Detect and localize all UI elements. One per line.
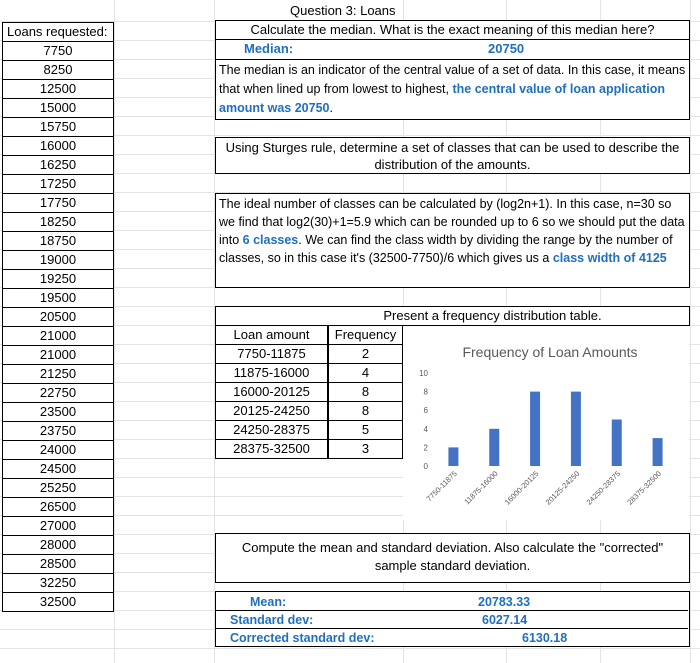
- grid-col-line: [690, 0, 691, 663]
- freq-range-cell: 11875-16000: [215, 364, 328, 383]
- loan-cell: 26500: [2, 498, 114, 517]
- stats-prompt-box: [215, 533, 690, 583]
- loan-cell: 21000: [2, 346, 114, 365]
- freq-count-cell: 8: [328, 383, 403, 402]
- sturges-answer-box: [215, 193, 690, 288]
- loan-cell: 8250: [2, 61, 114, 80]
- sturges-classes-highlight: 6 classes: [242, 233, 299, 247]
- frequency-prompt: Present a frequency distribution table.: [383, 308, 602, 323]
- loan-cell: 7750: [2, 42, 114, 61]
- freq-count-cell: 4: [328, 364, 403, 383]
- sturges-answer-text: The ideal number of classes can be calculated by (log2n+1). In this case, n=30 so we find that log2(30)+1=5.9 which can be rounded up to 6 so we should put the data into: [219, 197, 685, 247]
- freq-header-frequency: Frequency: [328, 326, 403, 345]
- freq-range-cell: 24250-28375: [215, 421, 328, 440]
- loan-cell: 12500: [2, 80, 114, 99]
- x-tick-label: 20125-24250: [543, 469, 582, 507]
- sd-label: Standard dev:: [230, 613, 314, 627]
- loan-cell: 19000: [2, 251, 114, 270]
- bar: [612, 420, 622, 467]
- sturges-prompt-box: [215, 137, 690, 174]
- x-tick-label: 16000-20125: [502, 469, 541, 507]
- loan-cell: 19250: [2, 270, 114, 289]
- bar: [448, 447, 458, 466]
- x-tick-label: 24250-28375: [584, 469, 623, 507]
- loans-header: Loans requested:: [2, 22, 114, 42]
- bar: [530, 392, 540, 466]
- loan-cell: 22750: [2, 384, 114, 403]
- y-tick-label: 2: [423, 443, 428, 453]
- y-tick-label: 10: [419, 369, 428, 378]
- freq-range-cell: 16000-20125: [215, 383, 328, 402]
- loan-cell: 19500: [2, 289, 114, 308]
- bar: [571, 392, 581, 466]
- corrected-sd-label: Corrected standard dev:: [230, 631, 375, 645]
- loan-cell: 24500: [2, 460, 114, 479]
- loan-cell: 24000: [2, 441, 114, 460]
- loan-cell: 23750: [2, 422, 114, 441]
- mean-value: 20783.33: [478, 595, 531, 609]
- freq-count-cell: 5: [328, 421, 403, 440]
- freq-count-cell: 2: [328, 345, 403, 364]
- loan-cell: 18750: [2, 232, 114, 251]
- median-row: [216, 40, 689, 60]
- grid-col-line: [114, 0, 115, 663]
- mean-row: [216, 592, 688, 611]
- median-question-box: [215, 20, 690, 120]
- x-tick-label: 7750-11875: [424, 469, 459, 504]
- median-explanation: [216, 60, 689, 119]
- loan-cell: 32500: [2, 593, 114, 612]
- freq-header-amount: Loan amount: [215, 326, 328, 345]
- freq-count-cell: 3: [328, 440, 403, 459]
- loan-cell: 28000: [2, 536, 114, 555]
- y-tick-label: 8: [423, 387, 428, 397]
- loan-cell: 25250: [2, 479, 114, 498]
- loan-cell: 23500: [2, 403, 114, 422]
- x-tick-label: 11875-16000: [462, 469, 500, 507]
- x-tick-label: 28375-32500: [625, 469, 663, 507]
- loan-cell: 16250: [2, 156, 114, 175]
- explanation-text: The median is an indicator of the central value of a set of data. In this case, it means that when lined up from lowest to highest,: [219, 63, 686, 96]
- median-value: 20750: [488, 41, 525, 56]
- median-label: Median:: [244, 41, 294, 56]
- sturges-prompt: Using Sturges rule, determine a set of classes that can be used to describe the distribution of the amounts.: [225, 140, 680, 172]
- y-tick-label: 0: [423, 462, 428, 471]
- loan-cell: 21000: [2, 327, 114, 346]
- frequency-prompt-box: [215, 306, 690, 326]
- loan-cell: 20500: [2, 308, 114, 327]
- freq-range-cell: 20125-24250: [215, 402, 328, 421]
- loan-cell: 16000: [2, 137, 114, 156]
- frequency-chart-svg: [403, 326, 689, 520]
- loans-column: [2, 22, 114, 608]
- explanation-highlight: the central value of loan application amount was 20750: [219, 82, 666, 115]
- stats-prompt: Compute the mean and standard deviation. Also calculate the "corrected" sample standard deviation.: [241, 540, 664, 573]
- stats-results-box: [215, 591, 690, 647]
- grid-row-line: [0, 648, 700, 649]
- loan-cell: 28500: [2, 555, 114, 574]
- loan-cell: 17250: [2, 175, 114, 194]
- freq-count-cell: 8: [328, 402, 403, 421]
- question-title: Question 3: Loans: [290, 3, 396, 18]
- explanation-end: .: [329, 101, 333, 115]
- sd-row: [216, 610, 688, 629]
- mean-label: Mean:: [250, 595, 287, 609]
- loan-cell: 15750: [2, 118, 114, 137]
- corrected-sd-row: [216, 628, 688, 646]
- y-tick-label: 6: [423, 406, 428, 416]
- loan-cell: 21250: [2, 365, 114, 384]
- loan-cell: 32250: [2, 574, 114, 593]
- loan-cell: 18250: [2, 213, 114, 232]
- loan-cell: 17750: [2, 194, 114, 213]
- loan-cell: 15000: [2, 99, 114, 118]
- median-prompt: Calculate the median. What is the exact meaning of this median here?: [216, 21, 689, 40]
- chart-title: Frequency of Loan Amounts: [462, 344, 638, 360]
- sturges-width-highlight: class width of 4125: [552, 251, 667, 265]
- frequency-chart: [403, 326, 689, 520]
- loan-cell: 27000: [2, 517, 114, 536]
- y-tick-label: 4: [423, 424, 428, 434]
- sd-value: 6027.14: [482, 613, 528, 627]
- sturges-answer-text-2: . We can find the class width by dividing the range by the number of classes, so in this case it's (32500-7750)/6 which gives us a: [219, 233, 673, 265]
- bar: [653, 438, 663, 466]
- freq-range-cell: 7750-11875: [215, 345, 328, 364]
- bar: [489, 429, 499, 466]
- freq-range-cell: 28375-32500: [215, 440, 328, 459]
- corrected-sd-value: 6130.18: [522, 631, 568, 645]
